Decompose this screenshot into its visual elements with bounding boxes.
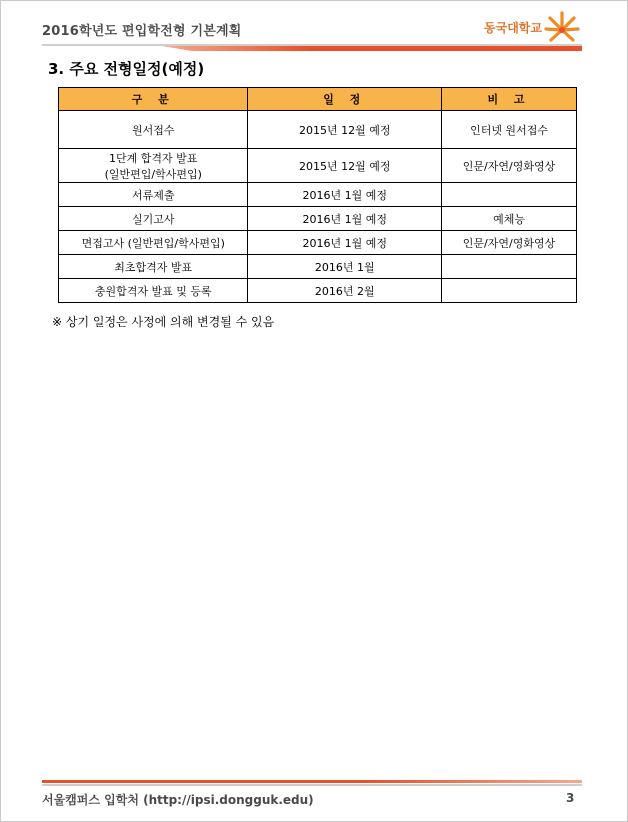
- university-logo: [484, 10, 580, 44]
- table-row: [59, 231, 577, 255]
- cell-category-sublabel: (일반편입/학사편입): [104, 167, 202, 181]
- cell-schedule: 2016년 1월: [248, 255, 442, 279]
- schedule-note: ※ 상기 일정은 사정에 의해 변경될 수 있음: [52, 315, 275, 329]
- table-row: [59, 183, 577, 207]
- cell-category-label: 실기고사: [131, 212, 175, 226]
- cell-remark: 인문/자연/영화영상: [442, 231, 577, 255]
- section-title: 3. 주요 전형일정(예정): [48, 60, 205, 78]
- cell-schedule: 2015년 12월 예정: [248, 111, 442, 149]
- table-row: [59, 111, 577, 149]
- table-header-row: [59, 88, 577, 111]
- table-row: [59, 149, 577, 183]
- schedule-table: [58, 87, 577, 303]
- cell-category: [59, 183, 248, 207]
- footer-accent-line: [42, 780, 582, 786]
- document-header-title: 2016학년도 편입학전형 기본계획: [42, 24, 242, 39]
- column-header-remark: 비 고: [442, 88, 577, 111]
- column-header-schedule: 일 정: [248, 88, 442, 111]
- logo-text: 동국대학교: [484, 20, 542, 35]
- table-row: [59, 207, 577, 231]
- cell-remark: [442, 183, 577, 207]
- cell-remark: 인문/자연/영화영상: [442, 149, 577, 183]
- cell-schedule: 2016년 2월: [248, 279, 442, 303]
- page-number: 3: [566, 791, 575, 805]
- cell-category-label: 원서접수: [131, 123, 175, 137]
- cell-category-label: 최초합격자 발표: [114, 260, 193, 274]
- cell-schedule: 2016년 1월 예정: [248, 231, 442, 255]
- cell-remark: 인터넷 원서접수: [442, 111, 577, 149]
- cell-schedule: 2016년 1월 예정: [248, 183, 442, 207]
- cell-schedule: 2015년 12월 예정: [248, 149, 442, 183]
- header-accent-line: [42, 44, 582, 52]
- cell-category: [59, 207, 248, 231]
- column-header-category: 구 분: [59, 88, 248, 111]
- cell-category: [59, 279, 248, 303]
- cell-category-label: 1단계 합격자 발표: [109, 151, 198, 165]
- table-body: [59, 111, 577, 303]
- cell-category: [59, 255, 248, 279]
- cell-category: [59, 231, 248, 255]
- footer-admissions-url: 서울캠퍼스 입학처 (http://ipsi.dongguk.edu): [42, 793, 314, 807]
- table-row: [59, 255, 577, 279]
- cell-category-label: 서류제출: [131, 188, 175, 202]
- cell-category: [59, 111, 248, 149]
- cell-category: [59, 149, 248, 183]
- table-row: [59, 279, 577, 303]
- logo-emblem-icon: [544, 10, 580, 44]
- cell-remark: [442, 255, 577, 279]
- cell-category-label: 충원합격자 발표 및 등록: [94, 284, 212, 298]
- cell-schedule: 2016년 1월 예정: [248, 207, 442, 231]
- cell-category-label: 면접고사 (일반편입/학사편입): [81, 236, 225, 250]
- cell-remark: [442, 279, 577, 303]
- cell-remark: 예체능: [442, 207, 577, 231]
